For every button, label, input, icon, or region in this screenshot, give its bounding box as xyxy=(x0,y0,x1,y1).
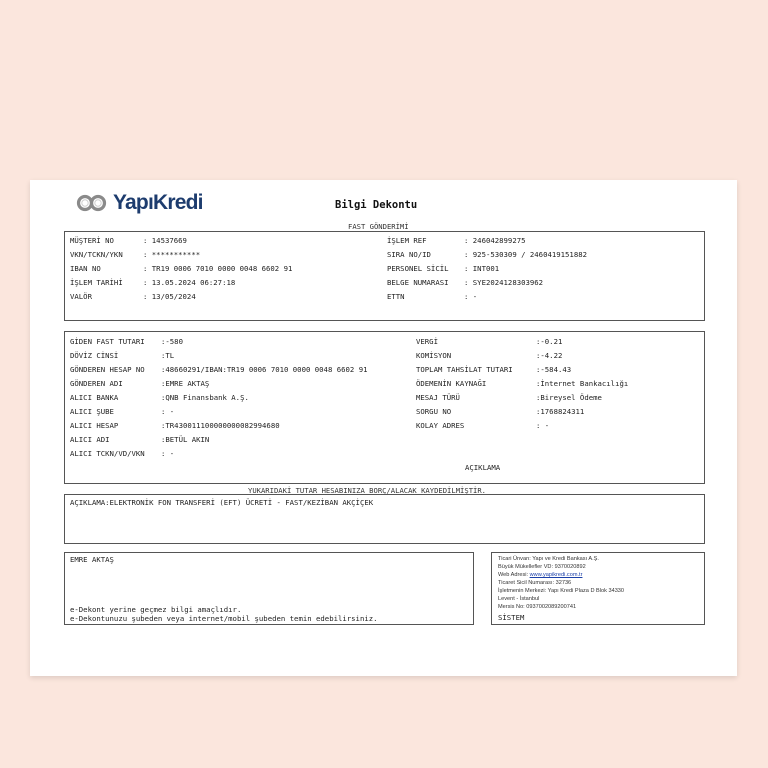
bank-info-line: İşletmenin Merkezi: Yapı Kredi Plaza D Blok 34330 xyxy=(498,588,625,594)
disclaimer-line-2: e-Dekontunuzu şubeden veya internet/mobil şubeden temin edebilirsiniz. xyxy=(70,614,378,623)
description-text: AÇIKLAMA:ELEKTRONİK FON TRANSFERİ (EFT) ÜCRETİ - FAST/KEZİBAN AKÇİÇEK xyxy=(70,498,374,507)
disclaimer-line-1: e-Dekont yerine geçmez bilgi amaçlıdır. xyxy=(70,605,242,614)
footer-left-box xyxy=(64,552,474,625)
customer-info-box: MÜŞTERİ NO : 14537669 VKN/TCKN/YKN : *********** IBAN NO : TR19 0006 7010 0000 0048 6602 91 İŞLEM TARİHİ : 13.05.2024 06:27:18 VALÖR : 13/05/2024 İŞLEM REF : 246042899275 SIRA NO/ID : 925-530309 / 2460419151882 PERSONEL SİCİL : INT001 BELGE NUMARASI : SYE2024128303962 ETTN : - xyxy=(64,231,705,321)
yapikredi-logo-icon xyxy=(76,192,110,214)
bank-web-link[interactable]: www.yapikredi.com.tr xyxy=(529,572,583,578)
receipt-paper xyxy=(30,180,737,676)
bank-info-line: Ticaret Sicil Numarası: 32736 xyxy=(498,580,572,586)
bank-info-line: Mersis No: 0937002089200741 xyxy=(498,604,577,610)
bank-web-line: Web Adresi: www.yapikredi.com.tr xyxy=(498,572,583,578)
bank-info-line: Levent - İstanbul xyxy=(498,596,540,602)
bank-info-box xyxy=(491,552,705,625)
bank-info-line: Ticari Ünvan: Yapı ve Kredi Bankası A.Ş. xyxy=(498,556,599,562)
debit-note: YUKARIDAKİ TUTAR HESABINIZA BORÇ/ALACAK KAYDEDİLMİŞTİR. xyxy=(248,486,486,495)
customer-name: EMRE AKTAŞ xyxy=(70,555,114,564)
aciklama-heading: AÇIKLAMA xyxy=(465,463,501,472)
system-signature: SİSTEM xyxy=(498,613,525,622)
brand-name: YapıKredi xyxy=(113,191,203,214)
section-caption: FAST GÖNDERİMİ xyxy=(348,222,409,231)
transfer-details-box: GİDEN FAST TUTARI :-580 DÖVİZ CİNSİ :TL GÖNDEREN HESAP NO :48660291/IBAN:TR19 0006 7010 0000 0048 6602 91 GÖNDEREN ADI :EMRE AKTAŞ ALICI BANKA :QNB Finansbank A.Ş. ALICI ŞUBE : - ALICI HESAP :TR430011100000000082994680 ALICI ADI :BETÜL AKIN ALICI TCKN/VD/VKN : - VERGİ :-0.21 KOMİSYON :-4.22 TOPLAM TAHSİLAT TUTARI :-584.43 ÖDEMENİN KAYNAĞI :İnternet Bankacılığı MESAJ TÜRÜ :Bireysel Ödeme SORGU NO :1768824311 KOLAY ADRES : - AÇIKLAMA xyxy=(64,331,705,484)
bank-info-line: Büyük Mükellefler VD: 9370020892 xyxy=(498,564,586,570)
bank-logo xyxy=(76,191,203,215)
description-box xyxy=(64,494,705,544)
document-title: Bilgi Dekontu xyxy=(335,199,418,211)
